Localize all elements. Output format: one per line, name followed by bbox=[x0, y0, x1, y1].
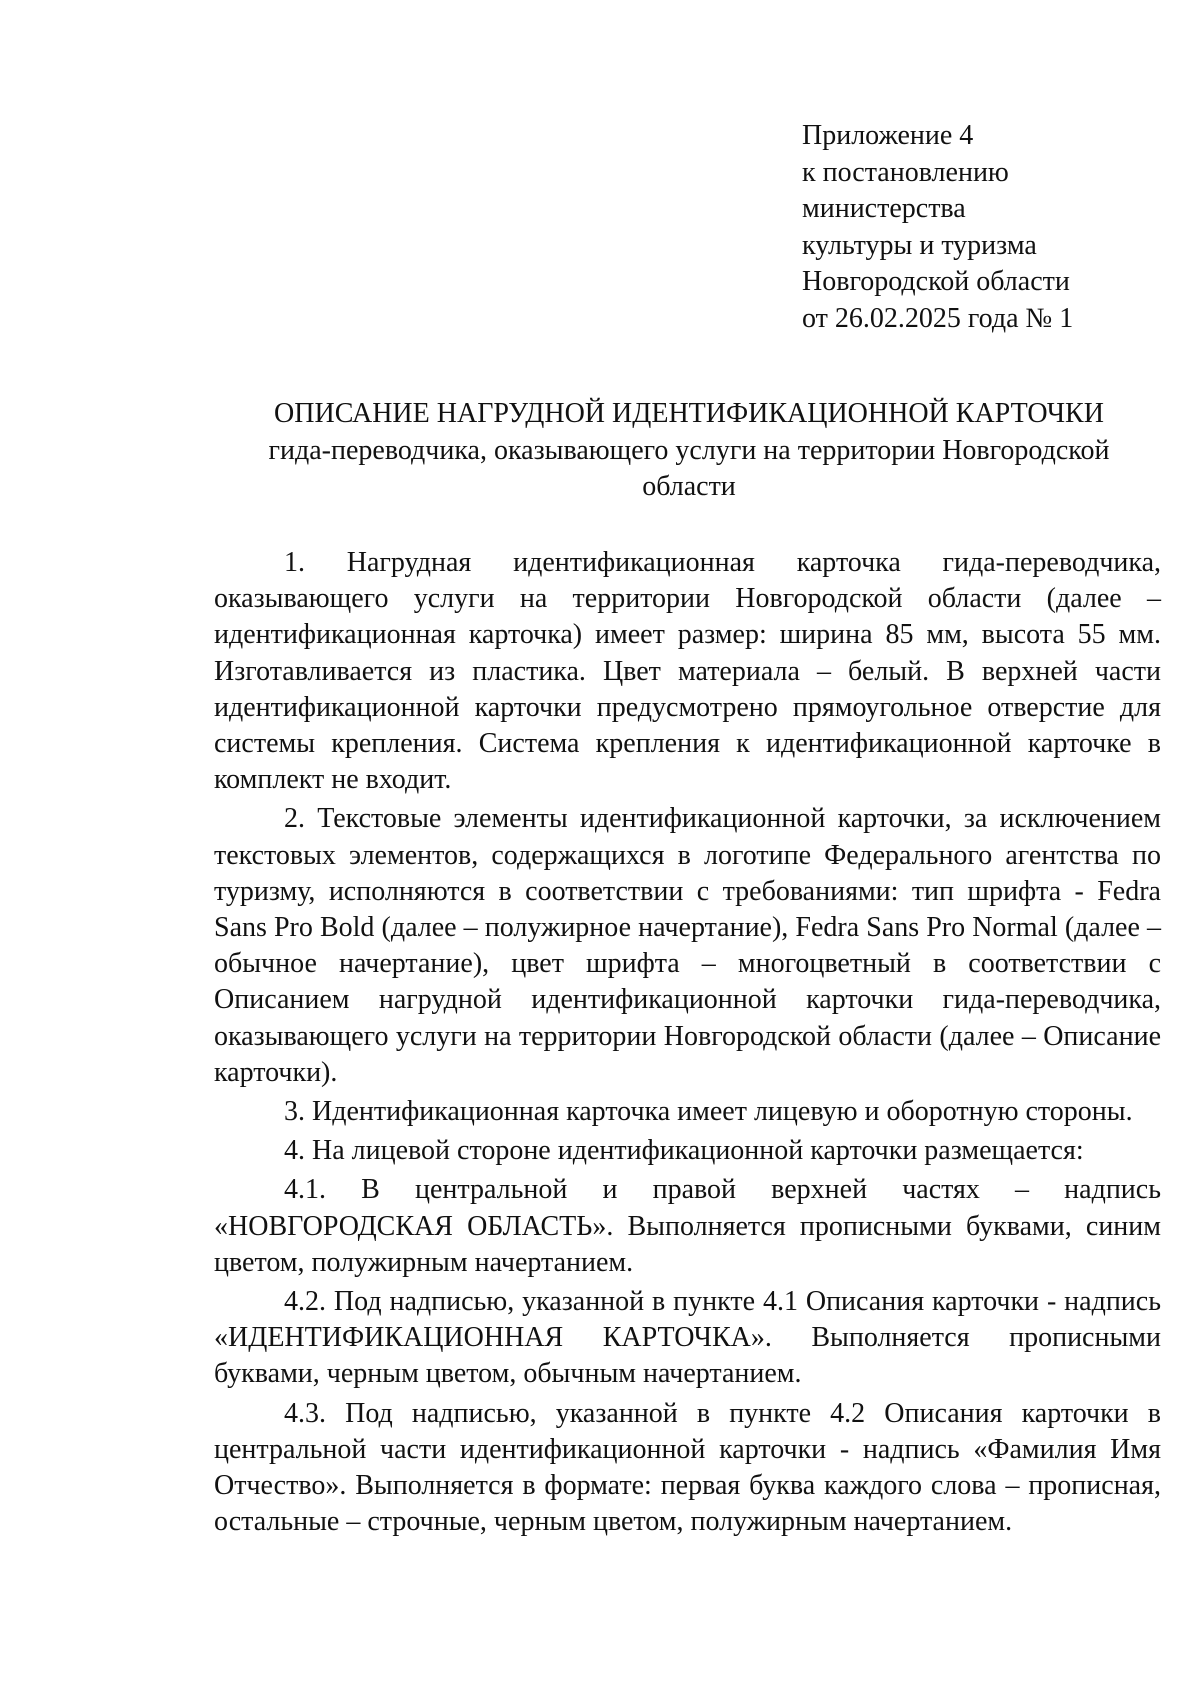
paragraph-1: 1. Нагрудная идентификационная карточка гида-переводчика, оказывающего услуги на территории Новгородской области (далее – идентификационная карточка) имеет размер: ширина 85 мм, высота 55 мм. Изготавливается из пластика. Цвет материала – белый. В верхней части идентификационной карточки предусмотрено прямоугольное отверстие для системы крепления. Система крепления к идентификационной карточке в комплект не входит. bbox=[214, 547, 1161, 796]
appendix-block bbox=[802, 118, 1073, 337]
appendix-line: культуры и туризма bbox=[802, 229, 1037, 261]
paragraph-4-2: 4.2. Под надписью, указанной в пункте 4.1 Описания карточки - надпись «ИДЕНТИФИКАЦИОННАЯ КАРТОЧКА». Выполняется прописными буквами, черным цветом, обычным начертанием. bbox=[214, 1286, 1161, 1390]
paragraph-3: 3. Идентификационная карточка имеет лицевую и оборотную стороны. bbox=[284, 1096, 1133, 1128]
paragraph-4-3: 4.3. Под надписью, указанной в пункте 4.2 Описания карточки в центральной части идентификационной карточки - надпись «Фамилия Имя Отчество». Выполняется в формате: первая буква каждого слова – прописная, остальные – строчные, черным цветом, полужирным начертанием. bbox=[214, 1397, 1161, 1538]
appendix-line: Новгородской области bbox=[802, 266, 1070, 297]
document-body bbox=[214, 545, 1161, 1540]
appendix-line: к постановлению bbox=[802, 156, 1009, 188]
paragraph-2: 2. Текстовые элементы идентификационной карточки, за исключением текстовых элементов, содержащихся в логотипе Федерального агентства по туризму, исполняются в соответствии с требованиями: тип шрифта - Fedra Sans Pro Bold (далее – полужирное начертание), Fedra Sans Pro Normal (далее – обычное начертание), цвет шрифта – многоцветный в соответствии с Описанием нагрудной идентификационной карточки гида-переводчика, оказывающего услуги на территории Новгородской области (далее – Описание карточки). bbox=[214, 803, 1161, 1088]
paragraph-4-1: 4.1. В центральной и правой верхней частях – надпись «НОВГОРОДСКАЯ ОБЛАСТЬ». Выполняется прописными буквами, синим цветом, полужирным начертанием. bbox=[214, 1174, 1161, 1278]
document-title bbox=[214, 396, 1164, 506]
title-heading: ОПИСАНИЕ НАГРУДНОЙ ИДЕНТИФИКАЦИОННОЙ КАРТОЧКИ bbox=[274, 398, 1104, 429]
title-subtitle-line-2: области bbox=[642, 471, 736, 502]
appendix-line: от 26.02.2025 года № 1 bbox=[802, 302, 1074, 334]
title-subtitle-line-1: гида-переводчика, оказывающего услуги на территории Новгородской bbox=[268, 434, 1110, 466]
appendix-line: Приложение 4 bbox=[802, 120, 974, 151]
paragraph-4: 4. На лицевой стороне идентификационной карточки размещается: bbox=[284, 1135, 1084, 1167]
appendix-line: министерства bbox=[802, 193, 966, 224]
